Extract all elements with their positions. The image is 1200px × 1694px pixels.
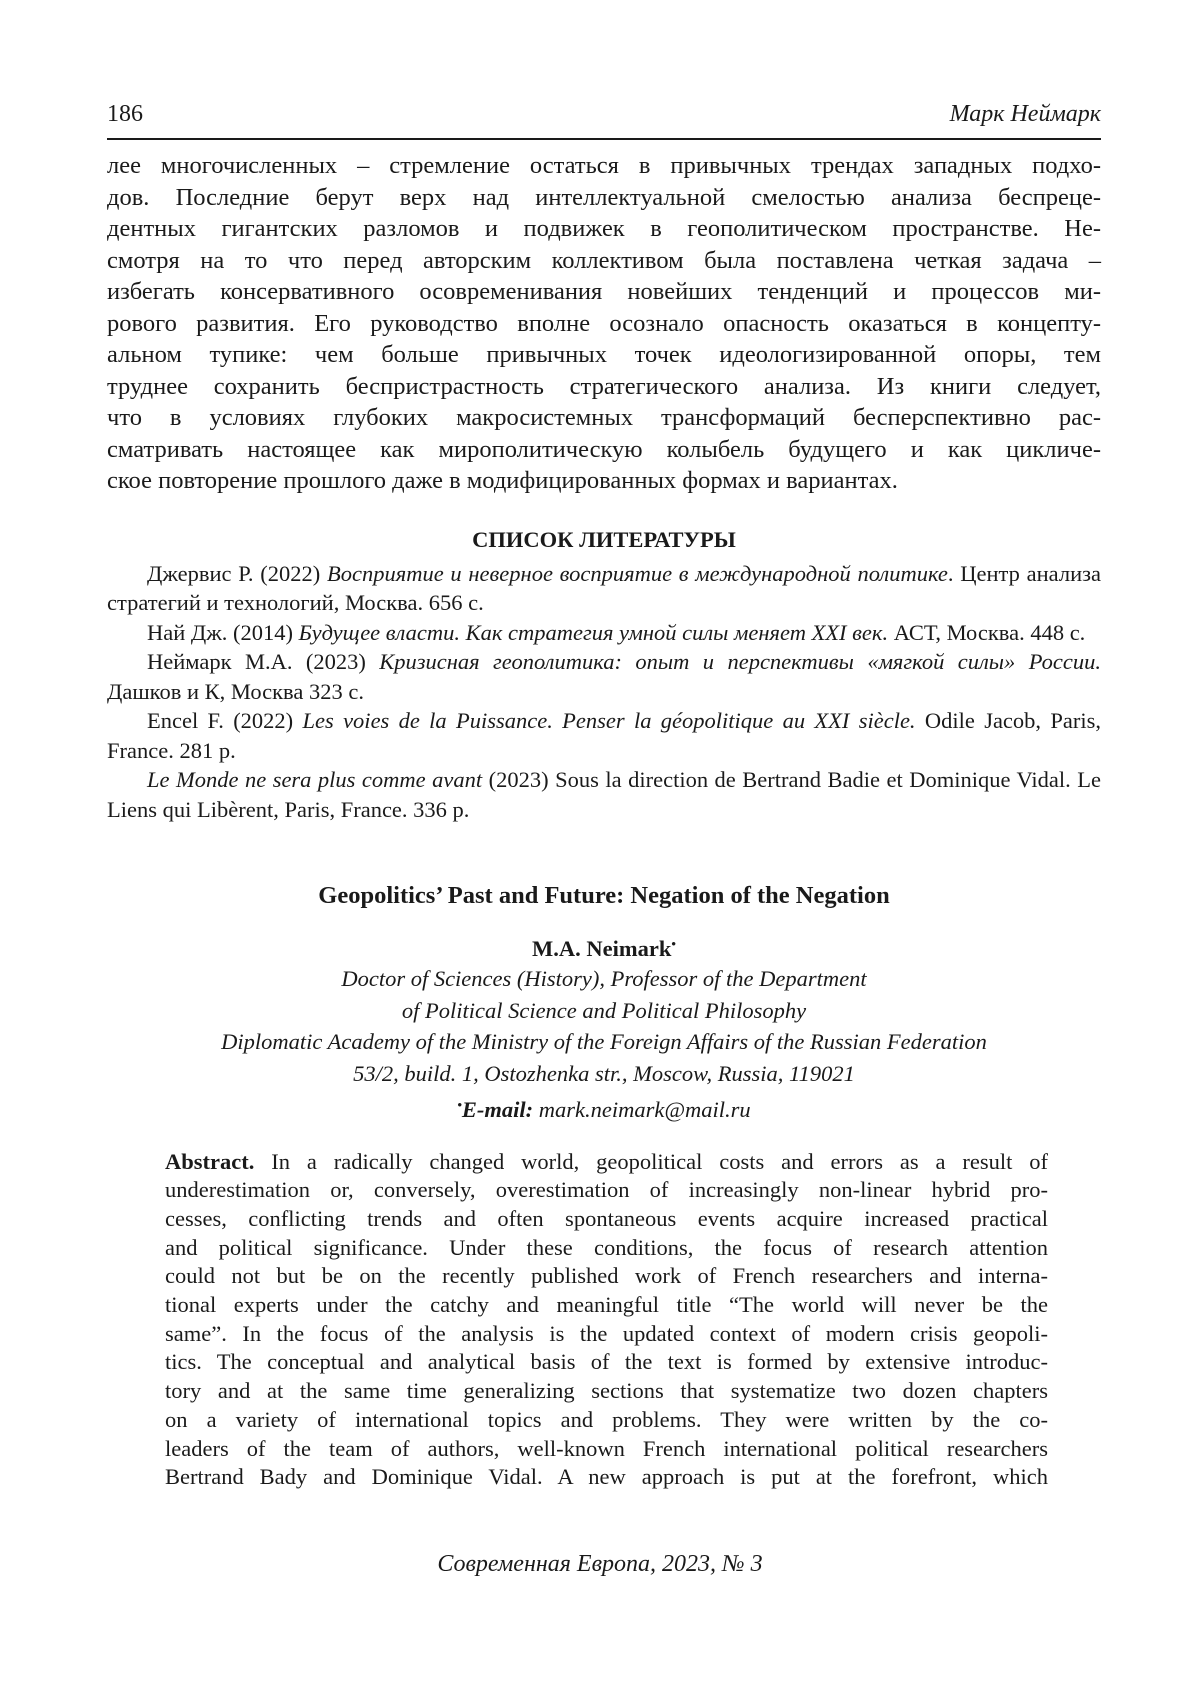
reference-title: Кризисная геополитика: опыт и перспективы «мягкой силы» России. — [379, 649, 1101, 674]
body-line: труднее сохранить беспристрастность стратегического анализа. Из книги следует, — [107, 372, 1101, 400]
abstract-line: and political significance. Under these conditions, the focus of research attention — [165, 1234, 1048, 1260]
reference-authors: Encel F. (2022) — [147, 708, 303, 733]
abstract-line: Bertrand Bady and Dominique Vidal. A new approach is put at the forefront, which — [165, 1464, 1048, 1490]
abstract-label: Abstract. — [165, 1148, 255, 1174]
english-author — [107, 930, 1101, 963]
reference-authors: Неймарк М.А. (2023) — [147, 649, 380, 674]
english-title: Geopolitics’ Past and Future: Negation of the Negation — [318, 882, 890, 909]
affiliation-line: of Political Science and Political Philosophy — [401, 997, 807, 1023]
body-line: ское повторение прошлого даже в модифицированных формах и вариантах. — [107, 467, 898, 494]
email-label — [457, 1097, 533, 1122]
abstract — [165, 1148, 1048, 1492]
email-line — [107, 1089, 1101, 1126]
email-address[interactable]: mark.neimark@mail.ru — [538, 1097, 751, 1122]
affiliation-block — [107, 963, 1101, 1126]
abstract-line: leaders of the team of authors, well-known French international political researchers — [165, 1435, 1048, 1461]
abstract-line: same”. In the focus of the analysis is the updated context of modern crisis geopoli- — [165, 1320, 1048, 1346]
author-name: M.A. Neimark — [532, 936, 672, 961]
abstract-line: underestimation or, conversely, overestimation of increasingly non-linear hybrid pro- — [165, 1177, 1048, 1203]
abstract-line: on a variety of international topics and problems. They were written by the co- — [165, 1406, 1048, 1432]
email-footnote-mark: • — [457, 1097, 462, 1112]
abstract-line: tory and at the same time generalizing sections that systematize two dozen chapters — [165, 1378, 1048, 1404]
body-line: рового развития. Его руководство вполне осознало опасность оказаться в концепту- — [107, 309, 1101, 337]
reference-item — [107, 618, 1101, 648]
body-line: смотря на то что перед авторским коллективом была поставлена четкая задача – — [107, 246, 1101, 274]
reference-publisher: (2023) Sous la direction de Bertrand Badie et Dominique Vidal. Le Liens qui Libèrent, Paris, France. 336 p. — [107, 767, 1101, 822]
author-footnote-mark: • — [671, 936, 676, 951]
references-list — [107, 559, 1101, 825]
reference-authors: Джервис Р. (2022) — [147, 560, 327, 586]
reference-title: Le Monde ne sera plus comme avant — [147, 767, 483, 792]
references-title: СПИСОК ЛИТЕРАТУРЫ — [472, 526, 736, 552]
abstract-line: tional experts under the catchy and meaningful title “The world will never be the — [165, 1292, 1048, 1318]
reference-title: Les voies de la Puissance. Penser la géopolitique au XXI siècle. — [302, 708, 916, 733]
page-number: 186 — [107, 101, 143, 127]
body-text — [107, 150, 1101, 497]
reference-item — [107, 706, 1101, 765]
affiliation-line: Doctor of Sciences (History), Professor of the Department — [341, 966, 867, 991]
body-line: дов. Последние берут верх над интеллектуальной смелостью анализа беспреце- — [107, 183, 1101, 211]
abstract-line: tics. The conceptual and analytical basis of the text is formed by extensive introduc- — [165, 1349, 1048, 1375]
reference-authors: Най Дж. (2014) — [147, 619, 299, 645]
reference-title: Восприятие и неверное восприятие в международной политике — [327, 560, 948, 586]
running-head — [107, 100, 1101, 140]
abstract-line — [165, 1148, 1048, 1177]
reference-publisher: АСТ, Москва. 448 с. — [888, 619, 1086, 645]
reference-title: Будущее власти. Как стратегия умной силы меняет XXI век. — [298, 619, 889, 645]
running-head-author: Марк Неймарк — [949, 101, 1101, 127]
page — [107, 100, 1101, 1492]
affiliation-line: 53/2, build. 1, Ostozhenka str., Moscow, Russia, 119021 — [353, 1060, 855, 1086]
reference-item — [107, 559, 1101, 618]
reference-item — [107, 647, 1101, 706]
reference-publisher: Дашков и К, Москва 323 с. — [107, 678, 364, 704]
body-line: лее многочисленных – стремление остаться в привычных трендах западных подхо- — [107, 152, 1101, 179]
reference-publisher: Odile Jacob, Paris, France. 281 p. — [107, 708, 1101, 763]
email-label-text: E-mail: — [461, 1097, 534, 1122]
body-line: избегать консервативного осовременивания новейших тенденций и процессов ми- — [107, 278, 1101, 305]
body-line: альном тупике: чем больше привычных точек идеологизированной опоры, тем — [107, 341, 1101, 368]
journal-footer: Современная Европа, 2023, № 3 — [437, 1551, 763, 1577]
body-line: что в условиях глубоких макросистемных трансформаций бесперспективно рас- — [107, 404, 1101, 431]
reference-item — [107, 765, 1101, 824]
abstract-line: cesses, conflicting trends and often spontaneous events acquire increased practical — [165, 1205, 1048, 1231]
reference-publisher: . Центр анализа стратегий и технологий, Москва. 656 с. — [107, 560, 1101, 615]
affiliation-line: Diplomatic Academy of the Ministry of the Foreign Affairs of the Russian Federation — [221, 1029, 987, 1054]
abstract-text: In a radically changed world, geopolitical costs and errors as a result of — [271, 1148, 1048, 1174]
body-line: сматривать настоящее как мирополитическую колыбель будущего и как цикличе- — [107, 435, 1101, 463]
abstract-line: could not but be on the recently published work of French researchers and interna- — [165, 1263, 1048, 1289]
body-line: дентных гигантских разломов и подвижек в геополитическом пространстве. Не- — [107, 215, 1101, 242]
